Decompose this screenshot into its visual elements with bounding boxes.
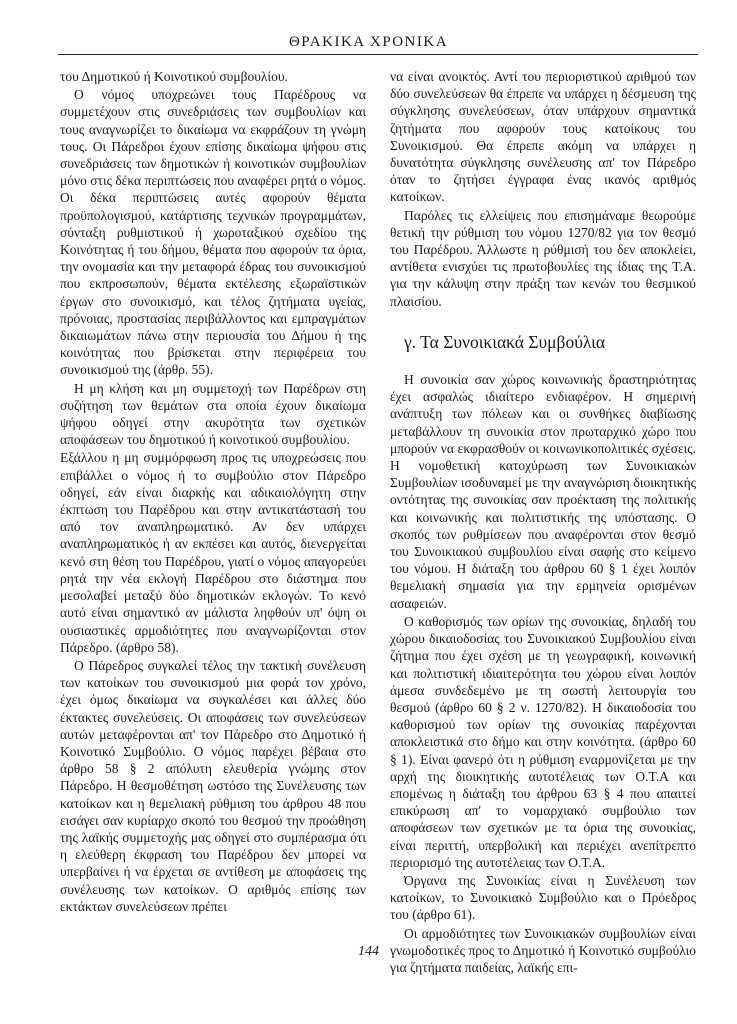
paragraph: Η συνοικία σαν χώρος κοινωνικής δραστηριότητας έχει ασφαλώς ιδιαίτερο ενδιαφέρον. Η σημερινή ανάπτυξη των πόλεων και οι συνθήκες διαβίωσης μεταβάλλουν τη συνοικία στον πρωταρχικό χώρο που μπορούν να εκφρασθούν οι κοινωνικοπολιτικές σχέσεις. Η νομοθετική κατοχύρωση των Συνοικιακών Συμβουλίων ισοδυναμεί με την αναγνώριση διοικητικής οντότητας της συνοικίας σαν προέκταση της πολιτικής και κοινωνικής και πολιτιστικής της υπόστασης. Ο σκοπός των ρυθμίσεων που αναφέρονται στον θεσμό του Συνοικιακού συμβουλίου είναι σαφής στο κείμενο του νόμου. Η διάταξη του άρθρου 60 § 1 έχει λοιπόν θεμελιακή σημασία για την ερμηνεία ορισμένων ασαφειών. bbox=[390, 372, 696, 611]
paragraph: Οι αρμοδιότητες των Συνοικιακών συμβουλίων είναι γνωμοδοτικές προς το Δημοτικό ή Κοινοτικό συμβούλιο για ζητήματα παιδείας, λαϊκής επι- bbox=[390, 925, 696, 975]
running-title: ΘΡΑΚΙΚΑ ΧΡΟΝΙΚΑ bbox=[288, 34, 449, 50]
page-number: 144 bbox=[358, 944, 379, 959]
paragraph: Η μη κλήση και μη συμμετοχή των Παρέδρων στη συζήτηση των θεμάτων στα οποία έχουν δικαίωμα ψήφου οδηγεί στην ακυρότητα των σχετικών αποφάσεων του δημοτικού ή κοινοτικού συμβουλίου. bbox=[60, 380, 366, 448]
paragraph-continuation: του Δημοτικού ή Κοινοτικού συμβουλίου. bbox=[60, 69, 288, 84]
section-heading: γ. Τα Συνοικιακά Συμβούλια bbox=[404, 331, 606, 352]
paragraph: Ο Πάρεδρος συγκαλεί τέλος την τακτική συνέλευση των κατοίκων του συνοικισμού μια φορά τον χρόνο, έχει όμως δικαίωμα να συγκαλέσει και άλλες δύο έκτακτες συνελεύσεις. Οι αποφάσεις των συνελεύσεων αυτών μεταφέρονται απ' τον Πάρεδρο στο Δημοτικό ή Κοινοτικό Συμβούλιο. Ο νόμος παρέχει βέβαια στο άρθρο 58 § 2 απόλυτη ελευθερία γνώμης στον Πάρεδρο. Η θεσμοθέτηση ωστόσο της Συνέλευσης των κατοίκων και η θεμελιακή ρύθμιση του άρθρου 48 που εισάγει σαν κυρίαρχο σκοπό του θεσμού την προώθηση της λαϊκής συμμετοχής μας οδηγεί στο συμπέρασμα ότι η ελεύθερη έκφραση του Παρέδρου δεν μπορεί να υπερβαίνει ή να έρχεται σε αντίθεση με αποφάσεις της συνέλευσης των κατοίκων. Ο αριθμός επίσης των εκτάκτων συνελεύσεων πρέπει bbox=[60, 657, 366, 914]
paragraph: Εξάλλου η μη συμμόρφωση προς τις υποχρεώσεις που επιβάλλει ο νόμος ή το συμβούλιο στον Πάρεδρο οδηγεί, εάν είναι διαρκής και αδικαιολόγητη στην έκπτωση του Παρέδρου και στην αντικατάστασή του από τον αναπληρωματικό. Αν δεν υπάρχει αναπληρωματικός ή αν εκπέσει και αυτός, διενεργείται κενό στη θέση του Παρέδρου, γιατί ο νόμος απαγορεύει ρητά την νέα εκλογή Παρέδρου στο διάστημα που μεσολαβεί μεταξύ δύο δημοτικών εκλογών. Το κενό αυτό είναι σημαντικό αν μάλιστα ληφθούν υπ' όψη οι ουσιαστικές αρμοδιότητες που αναγνωρίζονται στον Πάρεδρο. (άρθρο 58). bbox=[60, 450, 366, 655]
header-divider bbox=[58, 54, 698, 55]
right-text-column bbox=[390, 68, 696, 977]
left-text-column bbox=[60, 68, 366, 916]
paragraph-continuation: να είναι ανοικτός. Αντί του περιοριστικού αριθμού των δύο συνελεύσεων θα έπρεπε να υπάρχει η δέσμευση της σύγκλησης συνελεύσεων, όταν υπάρχουν σημαντικά ζητήματα που αφορούν τους κατοίκους του Συνοικισμού. Θα έπρεπε ακόμη να υπάρχει η δυνατότητα σύγκλησης συνέλευσης απ' τον Πάρεδρο όταν το ζητήσει έγγραφα ένας ικανός αριθμός κατοίκων. bbox=[390, 69, 696, 205]
paragraph: Παρόλες τις ελλείψεις που επισημάναμε θεωρούμε θετική την ρύθμιση του νόμου 1270/82 για τον θεσμό του Παρέδρου. Άλλωστε η ρύθμισή του δεν αποκλείει, αντίθετα ενισχύει τις πρωτοβουλίες της ίδιας της Τ.Α. για την κάλυψη στην πράξη των κενών του θεσμικού πλαισίου. bbox=[390, 207, 696, 309]
paragraph: Όργανα της Συνοικίας είναι η Συνέλευση των κατοίκων, το Συνοικιακό Συμβούλιο και ο Πρόεδρος του (άρθρο 61). bbox=[390, 872, 696, 923]
paragraph: Ο καθορισμός των ορίων της συνοικίας, δηλαδή του χώρου δικαιοδοσίας του Συνοικιακού Συμβουλίου είναι ζήτημα που έχει σχέση με τη γεωγραφική, κοινωνική και πολιτιστική ιδιαιτερότητα του χώρου είναι λοιπόν άμεσα συνδεδεμένο με τη σωστή λειτουργία του θεσμού (άρθρο 60 § 2 ν. 1270/82). Η δικαιοδοσία του καθορισμού των ορίων της συνοικίας παρέχονται αποκλειστικά στο δήμο και στην κοινότητα. (άρθρο 60 § 1). Είναι φανερό ότι η ρύθμιση εναρμονίζεται με την αρχή της διοικητικής αυτοτέλειας των Ο.Τ.Α και επομένως η διάταξη του άρθρου 63 § 4 που απαιτεί επικύρωση απ' το νομαρχιακό συμβούλιο των αποφάσεων των σχετικών με τα όρια της συνοικίας, είναι περιττή, υπερβολική και περιέχει ανεπίτρεπτο περιορισμό της αυτοτέλειας των Ο.Τ.Α. bbox=[390, 613, 696, 870]
paragraph: Ο νόμος υποχρεώνει τους Παρέδρους να συμμετέχουν στις συνεδριάσεις των συμβουλίων και τους αναγνωρίζει το δικαίωμα να εκφράζουν τη γνώμη τους. Οι Πάρεδροι έχουν επίσης δικαίωμα ψήφου στις συνεδριάσεις των δημοτικών ή κοινοτικών συμβουλίων μόνο στις δέκα περιπτώσεις που αναφέρει ρητά ο νόμος. Οι δέκα περιπτώσεις αυτές αφορούν θέματα προϋπολογισμού, κατάρτισης τεχνικών προγραμμάτων, σύνταξη ρυθμιστικού ή χωροταξικού σχεδίου της Κοινότητας ή του δήμου, θέματα που αφορούν τα όρια, την ονομασία και την μεταφορά έδρας του συνοικισμού που εκπροσωπούν, θέματα εκτέλεσης εξωραϊστικών έργων στο συνοικισμό, και τέλος ζητήματα υγείας, πρόνοιας, προστασίας περιβάλλοντος και εμπραγμάτων δικαιωμάτων πάνω στην περιουσία του Δήμου ή της κοινότητας που βρίσκεται στην περιφέρεια του συνοικισμού της (άρθρ. 55). bbox=[60, 87, 366, 378]
